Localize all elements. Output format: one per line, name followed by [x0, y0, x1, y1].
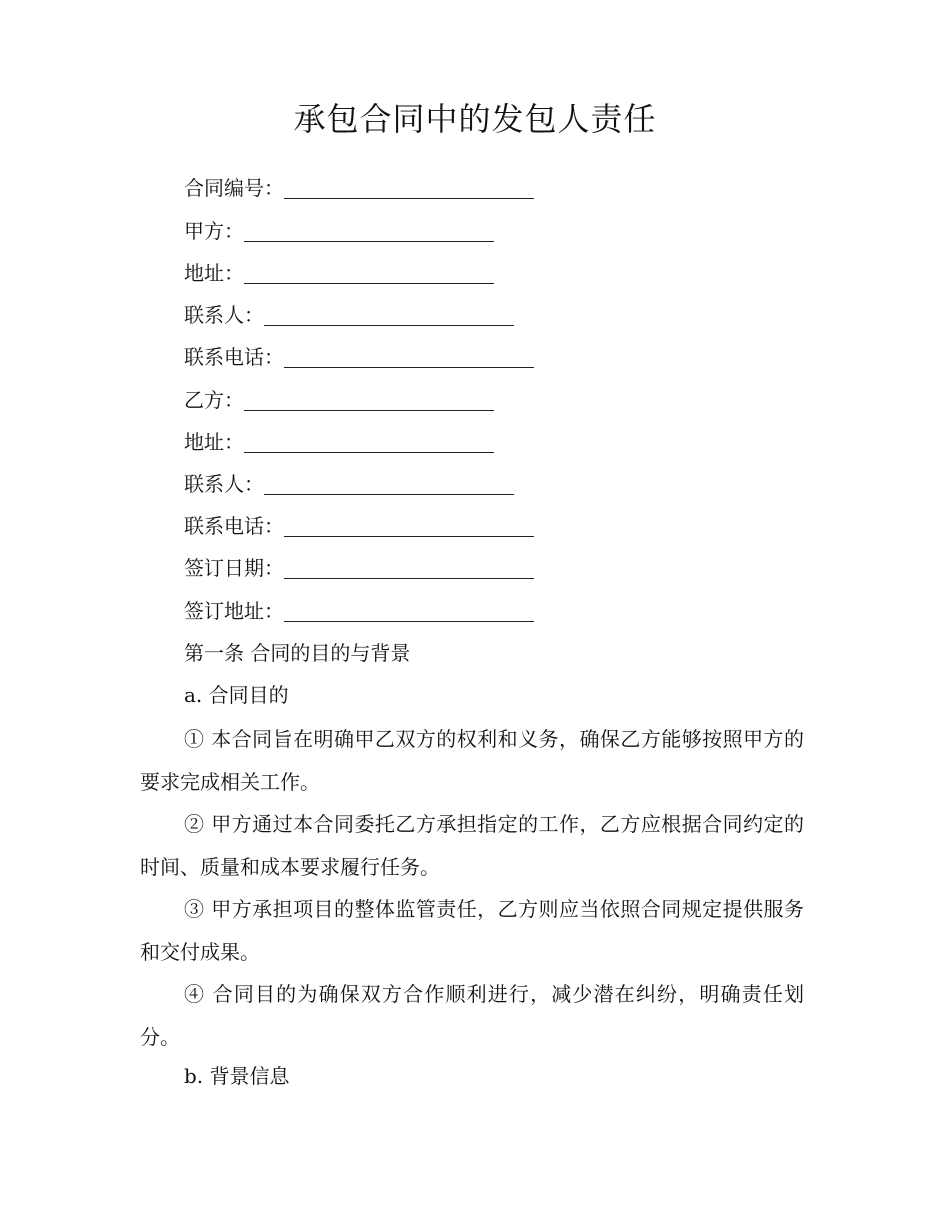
field-party-b-phone — [184, 511, 534, 541]
field-signing-date — [184, 553, 534, 583]
field-label: 地址： — [184, 261, 244, 285]
paragraph-item-2: ② 甲方通过本合同委托乙方承担指定的工作，乙方应根据合同约定的时间、质量和成本要求履行任务。 — [140, 812, 804, 879]
blank-line[interactable] — [244, 410, 494, 411]
field-label: 地址： — [184, 430, 244, 454]
blank-line[interactable] — [284, 536, 534, 537]
article-heading: 第一条 合同的目的与背景 — [184, 641, 411, 665]
field-party-a-address — [184, 258, 494, 288]
field-party-b-contact — [184, 469, 514, 499]
paragraph-item-3: ③ 甲方承担项目的整体监管责任，乙方则应当依照合同规定提供服务和交付成果。 — [140, 897, 804, 964]
blank-line[interactable] — [244, 241, 494, 242]
section-heading-a: a. 合同目的 — [184, 683, 289, 707]
field-label: 联系人： — [184, 303, 264, 327]
field-label: 签订日期： — [184, 556, 284, 580]
paragraph-item-1: ① 本合同旨在明确甲乙双方的权利和义务，确保乙方能够按照甲方的要求完成相关工作。 — [140, 727, 804, 794]
blank-line[interactable] — [284, 621, 534, 622]
document-title: 承包合同中的发包人责任 — [293, 100, 657, 138]
field-party-a — [184, 216, 494, 246]
blank-line[interactable] — [284, 578, 534, 579]
field-label: 联系人： — [184, 472, 264, 496]
paragraph-item-4: ④ 合同目的为确保双方合作顺利进行，减少潜在纠纷，明确责任划分。 — [140, 982, 804, 1049]
field-label: 签订地址： — [184, 599, 284, 623]
field-label: 甲方： — [184, 219, 244, 243]
field-party-a-contact — [184, 300, 514, 330]
field-party-b — [184, 385, 494, 415]
blank-line[interactable] — [244, 283, 494, 284]
blank-line[interactable] — [264, 494, 514, 495]
blank-line[interactable] — [284, 198, 534, 199]
field-party-a-phone — [184, 342, 534, 372]
field-signing-place — [184, 596, 534, 626]
blank-line[interactable] — [284, 367, 534, 368]
field-contract-number — [184, 173, 534, 203]
blank-line[interactable] — [264, 325, 514, 326]
blank-line[interactable] — [244, 452, 494, 453]
section-heading-b: b. 背景信息 — [184, 1064, 290, 1088]
field-label: 联系电话： — [184, 345, 284, 369]
field-party-b-address — [184, 427, 494, 457]
field-label: 联系电话： — [184, 514, 284, 538]
field-label: 合同编号： — [184, 176, 284, 200]
field-label: 乙方： — [184, 388, 244, 412]
